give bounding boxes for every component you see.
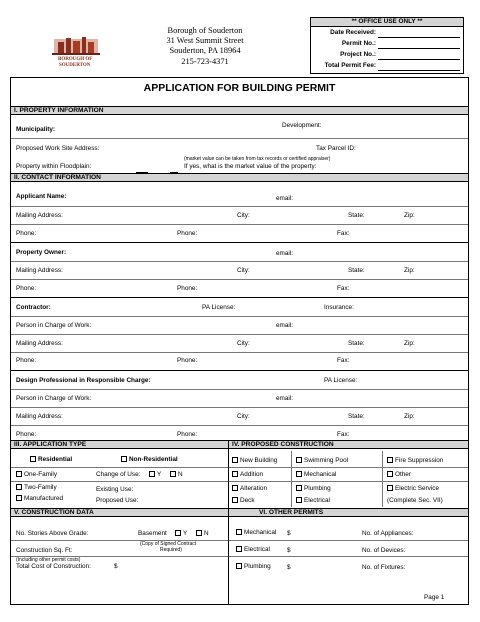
divider [11, 352, 468, 353]
one-family-checkbox[interactable] [16, 471, 22, 477]
swimming-pool-option[interactable] [296, 457, 348, 465]
devices-label: No. of Devices: [362, 547, 406, 554]
work-address-label: Proposed Work Site Address: [16, 145, 100, 152]
pa-license-label: PA License: [324, 377, 358, 384]
date-received-field[interactable] [378, 37, 460, 38]
phone-label: Phone: [177, 357, 198, 364]
divider [11, 242, 468, 243]
alteration-option[interactable] [232, 485, 267, 493]
state-label: State: [348, 212, 365, 219]
non-residential-option[interactable] [121, 456, 178, 464]
plumbing-label: Plumbing [304, 485, 331, 492]
grid-divider [382, 451, 383, 507]
email-label: email: [276, 250, 294, 257]
project-no-field[interactable] [378, 59, 460, 60]
plumbing-option[interactable] [296, 485, 331, 493]
permit-mechanical-option[interactable] [236, 529, 276, 537]
yes-label: Y [183, 530, 188, 537]
development-label: Development: [282, 122, 322, 129]
alteration-checkbox[interactable] [232, 485, 238, 491]
municipality-label: Municipality: [16, 126, 56, 133]
permit-no-label: Permit No.: [341, 40, 376, 47]
permit-no-field[interactable] [378, 48, 460, 49]
basement-label: Basement [138, 530, 167, 537]
divider [11, 138, 468, 139]
other-label: Other [395, 471, 411, 478]
copy-contract-note: (Copy of Signed Contract [140, 541, 197, 547]
basement-no-checkbox[interactable] [196, 530, 202, 536]
header-address2: Souderton, PA 18964 [169, 46, 241, 55]
one-family-label: One-Family [24, 471, 58, 478]
person-in-charge-label: Person in Charge of Work: [16, 395, 92, 402]
mailing-label: Mailing Address: [16, 212, 63, 219]
total-fee-field[interactable] [378, 70, 460, 71]
addition-checkbox[interactable] [232, 471, 238, 477]
zip-label: Zip: [404, 340, 415, 347]
divider [229, 556, 468, 557]
stories-label: No. Stories Above Grade: [16, 530, 89, 537]
insurance-label: Insurance: [324, 304, 354, 311]
pa-license-label: PA License: [202, 304, 236, 311]
applicant-label: Applicant Name: [16, 193, 67, 200]
proposed-use-label: Proposed Use: [96, 497, 139, 504]
section-6-heading [229, 508, 468, 517]
deck-option[interactable] [232, 497, 255, 505]
dollar-sign: $ [114, 563, 118, 570]
mailing-label: Mailing Address: [16, 413, 63, 420]
city-label: City: [237, 413, 250, 420]
divider [11, 425, 468, 426]
column-divider [228, 440, 229, 510]
total-cost-label: Total Cost of Construction: [16, 563, 91, 570]
total-fee-label: Total Permit Fee: [324, 62, 376, 69]
change-of-use-label: Change of Use: [96, 471, 141, 478]
new-building-checkbox[interactable] [232, 457, 238, 463]
new-building-label: New Building [240, 457, 278, 464]
zip-label: Zip: [404, 212, 415, 219]
state-label: State: [348, 413, 365, 420]
phone-label: Phone: [16, 357, 37, 364]
sq-ft-label: Construction Sq. Ft: [16, 547, 73, 554]
dollar-sign: $ [287, 547, 291, 554]
non-residential-checkbox[interactable] [121, 456, 127, 462]
divider [11, 261, 468, 262]
permit-electrical-option[interactable] [236, 546, 270, 554]
phone-label: Phone: [177, 285, 198, 292]
dollar-sign: $ [287, 564, 291, 571]
mechanical-label: Mechanical [304, 471, 337, 478]
zip-label: Zip: [404, 267, 415, 274]
change-of-use-no[interactable] [170, 471, 183, 479]
two-family-label: Two-Family [24, 484, 57, 491]
state-label: State: [348, 267, 365, 274]
section-3-heading: III. APPLICATION TYPE [11, 440, 228, 449]
divider [11, 316, 468, 317]
electric-service-option[interactable] [387, 485, 439, 493]
no-checkbox[interactable] [170, 471, 176, 477]
tax-parcel-label: Tax Parcel ID: [316, 145, 356, 152]
page-number: Page 1 [424, 594, 445, 601]
city-label: City: [237, 212, 250, 219]
market-value-label: If yes, what is the market value of the property: [184, 163, 317, 170]
manufactured-checkbox[interactable] [16, 495, 22, 501]
copy-contract-note: Required) [160, 547, 182, 553]
new-building-option[interactable] [232, 457, 277, 465]
office-use-title: ** OFFICE USE ONLY ** [311, 18, 463, 27]
floodplain-label: Property within Floodplain: [16, 163, 92, 170]
permit-plumbing-option[interactable] [236, 563, 271, 571]
logo-text-bottom: SOUDERTON [59, 63, 91, 68]
non-residential-label: Non-Residential [129, 456, 178, 463]
divider [11, 297, 468, 298]
basement-no[interactable] [196, 530, 209, 538]
electrical-label: Electrical [304, 497, 330, 504]
yes-label: Y [157, 471, 162, 478]
phone-label: Phone: [177, 431, 198, 438]
other-option[interactable] [387, 471, 411, 479]
residential-checkbox[interactable] [30, 456, 36, 462]
zip-label: Zip: [404, 413, 415, 420]
section-2-heading: II. CONTACT INFORMATION [11, 173, 468, 182]
section-5-heading: V. CONSTRUCTION DATA [11, 508, 228, 517]
phone-label: Phone: [16, 431, 37, 438]
divider [11, 481, 228, 482]
basement-yes-checkbox[interactable] [175, 530, 181, 536]
alteration-label: Alteration [240, 485, 267, 492]
state-label: State: [348, 340, 365, 347]
permit-plumbing-checkbox[interactable] [236, 563, 242, 569]
contractor-label: Contractor: [16, 304, 51, 311]
existing-use-label: Existing Use: [96, 486, 134, 493]
divider [229, 481, 468, 482]
email-label: email: [276, 322, 294, 329]
two-family-option[interactable] [16, 484, 57, 492]
complete-sec-note: (Complete Sec. VII) [387, 497, 443, 504]
permit-electrical-label: Electrical [244, 546, 270, 553]
phone-label: Phone: [177, 230, 198, 237]
email-label: email: [276, 195, 294, 202]
divider [11, 224, 468, 225]
including-costs-note: (Including other permit costs) [16, 557, 81, 563]
fax-label: Fax: [337, 285, 350, 292]
divider [11, 206, 468, 207]
person-in-charge-label: Person in Charge of Work: [16, 322, 92, 329]
fire-suppression-option[interactable] [387, 457, 443, 465]
dollar-sign: $ [287, 530, 291, 537]
fixtures-label: No. of Fixtures: [362, 564, 406, 571]
swimming-pool-checkbox[interactable] [296, 457, 302, 463]
divider [11, 334, 468, 335]
deck-checkbox[interactable] [232, 497, 238, 503]
section-6-heading-text: VI. OTHER PERMITS [259, 509, 324, 516]
no-label: N [204, 530, 209, 537]
swimming-pool-label: Swimming Pool [304, 457, 349, 464]
date-received-label: Date Received: [330, 29, 376, 36]
header-org-name: Borough of Souderton [167, 26, 243, 35]
header-address1: 31 West Summit Street [166, 36, 244, 45]
yes-checkbox[interactable] [149, 471, 155, 477]
divider [11, 370, 468, 371]
mechanical-option[interactable] [296, 471, 336, 479]
addition-option[interactable] [232, 471, 263, 479]
email-label: email: [276, 395, 294, 402]
fire-suppression-checkbox[interactable] [387, 457, 393, 463]
section-1-heading: I. PROPERTY INFORMATION [11, 106, 468, 115]
two-family-checkbox[interactable] [16, 484, 22, 490]
no-label: N [178, 471, 183, 478]
design-pro-label: Design Professional in Responsible Charge: [16, 377, 151, 384]
fax-label: Fax: [337, 431, 350, 438]
divider [11, 407, 468, 408]
appliances-label: No. of Appliances: [362, 530, 414, 537]
divider [11, 467, 228, 468]
basement-yes[interactable] [175, 530, 187, 538]
addition-label: Addition [240, 471, 264, 478]
fire-suppression-label: Fire Suppression [395, 457, 444, 464]
divider [229, 467, 468, 468]
mailing-label: Mailing Address: [16, 340, 63, 347]
permit-electrical-checkbox[interactable] [236, 546, 242, 552]
market-value-note: (market value can be taken from tax records or certified appraiser) [184, 156, 331, 162]
fax-label: Fax: [337, 230, 350, 237]
manufactured-option[interactable] [16, 495, 63, 503]
one-family-option[interactable] [16, 471, 57, 479]
other-checkbox[interactable] [387, 471, 393, 477]
grid-divider [291, 451, 292, 507]
electrical-checkbox[interactable] [296, 497, 302, 503]
city-label: City: [237, 267, 250, 274]
deck-label: Deck [240, 497, 255, 504]
divider [11, 389, 468, 390]
phone-label: Phone: [16, 285, 37, 292]
owner-label: Property Owner: [16, 249, 67, 256]
permit-mechanical-label: Mechanical [244, 529, 277, 536]
mailing-label: Mailing Address: [16, 267, 63, 274]
logo-text-top: BOROUGH OF [58, 57, 93, 62]
electrical-option[interactable] [296, 497, 330, 505]
section-4-heading: IV. PROPOSED CONSTRUCTION [229, 440, 468, 449]
fax-label: Fax: [337, 357, 350, 364]
electric-service-label: Electric Service [395, 485, 440, 492]
manufactured-label: Manufactured [24, 495, 64, 502]
divider [11, 279, 468, 280]
divider [229, 540, 468, 541]
permit-plumbing-label: Plumbing [244, 563, 271, 570]
city-label: City: [237, 340, 250, 347]
mechanical-checkbox[interactable] [296, 471, 302, 477]
plumbing-checkbox[interactable] [296, 485, 302, 491]
change-of-use-yes[interactable] [149, 471, 161, 479]
phone-label: Phone: [16, 230, 37, 237]
page-title: APPLICATION FOR BUILDING PERMIT [143, 82, 336, 94]
electric-service-checkbox[interactable] [387, 485, 393, 491]
project-no-label: Project No.: [340, 51, 376, 58]
permit-mechanical-checkbox[interactable] [236, 529, 242, 535]
residential-label: Residential [38, 456, 73, 463]
header-phone: 215-723-4371 [181, 57, 229, 66]
residential-option[interactable] [30, 456, 72, 464]
